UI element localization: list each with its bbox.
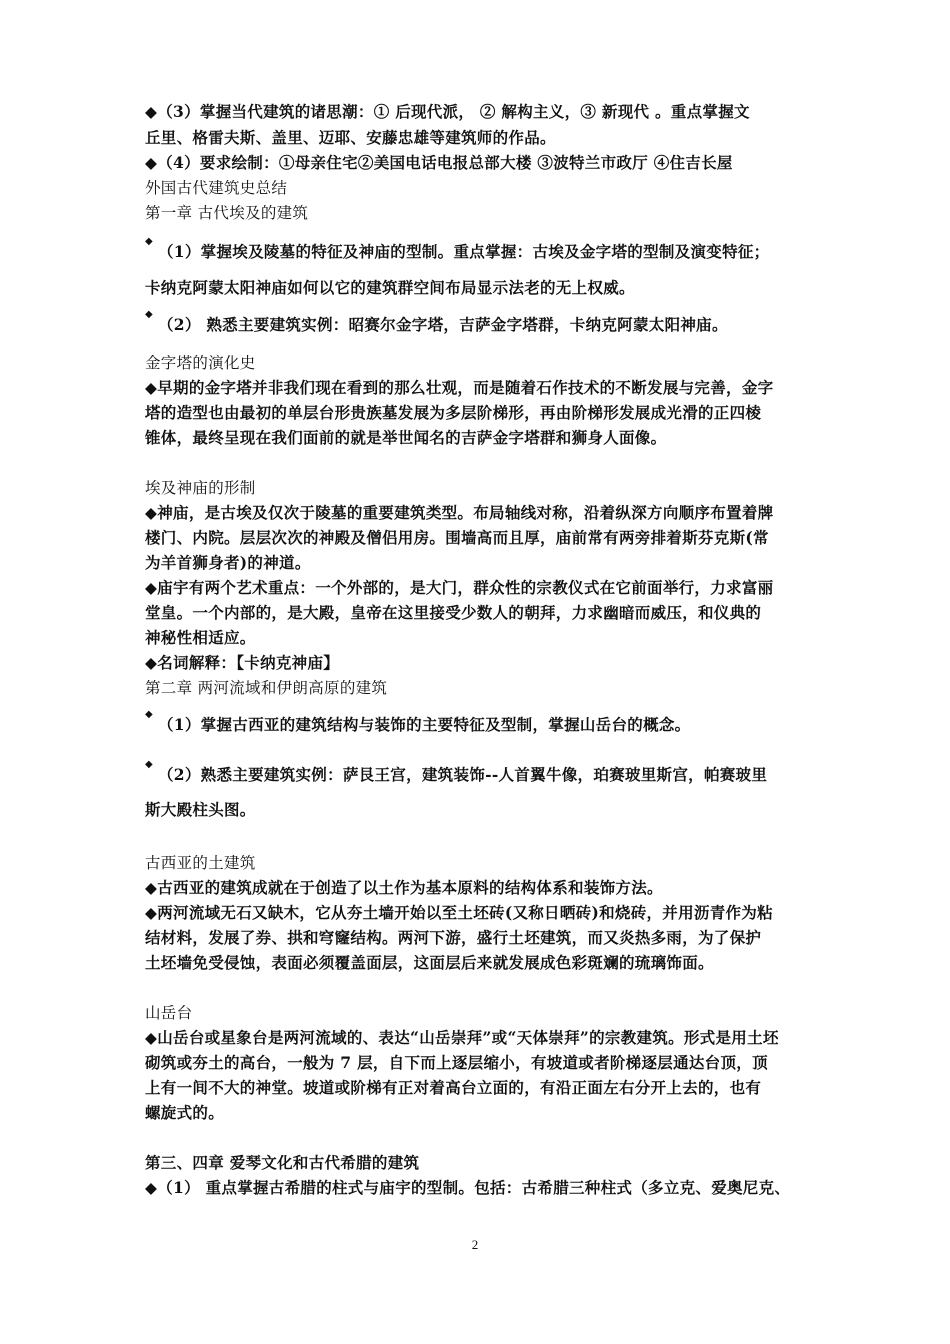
text-line: ◆山岳台或星象台是两河流域的、表达“山岳崇拜”或“天体崇拜”的宗教建筑。形式是用土坯: [145, 1028, 779, 1047]
text-line: ◆（4）要求绘制：①母亲住宅②美国电话电报总部大楼 ③波特兰市政厅 ④住吉长屋: [145, 153, 733, 172]
text-line: （2） 熟悉主要建筑实例：昭赛尔金字塔，吉萨金字塔群，卡纳克阿蒙太阳神庙。: [158, 315, 728, 334]
text-line: ◆神庙，是古埃及仅次于陵墓的重要建筑类型。布局轴线对称，沿着纵深方向顺序布置着牌: [145, 503, 774, 522]
text-line: 螺旋式的。: [145, 1103, 225, 1122]
text-line: 斯大殿柱头图。: [145, 800, 256, 819]
text-line: ◆早期的金字塔并非我们现在看到的那么壮观，而是随着石作技术的不断发展与完善，金字: [145, 378, 774, 397]
text-line: 神秘性相适应。: [145, 628, 256, 647]
text-line: ◆古西亚的建筑成就在于创造了以土作为基本原料的结构体系和装饰方法。: [145, 878, 663, 897]
text-line: （2）熟悉主要建筑实例：萨艮王宫，建筑装饰--人首翼牛像，珀赛玻里斯宫，帕赛玻里: [158, 765, 768, 784]
text-line: 卡纳克阿蒙太阳神庙如何以它的建筑群空间布局显示法老的无上权威。: [145, 278, 635, 297]
text-line: 楼门、内院。层层次次的神殿及僧侣用房。围墙高而且厚，庙前常有两旁排着斯芬克斯(常: [145, 528, 769, 547]
text-line: ◆庙宇有两个艺术重点：一个外部的，是大门，群众性的宗教仪式在它前面举行，力求富丽: [145, 578, 774, 597]
chapter-title: 第三、四章 爱琴文化和古代希腊的建筑: [145, 1153, 420, 1172]
text-line: ◆（3）掌握当代建筑的诸思潮：① 后现代派， ② 解构主义，③ 新现代 。重点掌握文: [145, 102, 750, 121]
text-line: 丘里、格雷夫斯、盖里、迈耶、安藤忠雄等建筑师的作品。: [145, 128, 556, 147]
section-title: 古西亚的土建筑: [145, 854, 256, 872]
text-line: 堂皇。一个内部的，是大殿，皇帝在这里接受少数人的朝拜，力求幽暗而威压，和仪典的: [145, 603, 762, 622]
bullet-diamond-icon: ◆: [145, 236, 153, 247]
chapter-title: 第二章 两河流域和伊朗高原的建筑: [145, 679, 388, 697]
section-title: 埃及神庙的形制: [145, 479, 256, 497]
page-number: 2: [471, 1237, 479, 1252]
text-line: （1）掌握埃及陵墓的特征及神庙的型制。重点掌握：古埃及金字塔的型制及演变特征；: [158, 242, 770, 261]
bullet-diamond-icon: ◆: [145, 309, 153, 320]
text-line: 上有一间不大的神堂。坡道或阶梯有正对着高台立面的，有沿正面左右分开上去的，也有: [145, 1078, 762, 1097]
section-title: 山岳台: [145, 1004, 193, 1022]
text-line: 锥体，最终呈现在我们面前的就是举世闻名的吉萨金字塔群和狮身人面像。: [145, 428, 667, 447]
text-line: 为羊首狮身者)的神道。: [145, 553, 311, 572]
text-line: ◆名词解释：【卡纳克神庙】: [145, 653, 340, 672]
section-title: 外国古代建筑史总结: [145, 179, 288, 197]
text-line: 土坯墙免受侵蚀，表面必须覆盖面层，这面层后来就发展成色彩斑斓的琉璃饰面。: [145, 953, 714, 972]
text-line: ◆（1） 重点掌握古希腊的柱式与庙宇的型制。包括：古希腊三种柱式（多立克、爱奥尼克、: [145, 1178, 791, 1197]
text-line: 结材料，发展了券、拱和穹窿结构。两河下游，盛行土坯建筑，而又炎热多雨，为了保护: [145, 928, 762, 947]
text-line: 砌筑或夯土的高台，一般为 7 层，自下而上逐层缩小，有坡道或者阶梯逐层通达台顶，顶: [145, 1053, 768, 1072]
text-line: ◆两河流域无石又缺木，它从夯土墙开始以至土坯砖(又称日晒砖)和烧砖，并用沥青作为粘: [145, 903, 773, 922]
text-line: 塔的造型也由最初的单层台形贵族墓发展为多层阶梯形，再由阶梯形发展成光滑的正四棱: [145, 403, 762, 422]
section-title: 金字塔的演化史: [145, 354, 256, 372]
text-line: （1）掌握古西亚的建筑结构与装饰的主要特征及型制，掌握山岳台的概念。: [158, 715, 691, 734]
bullet-diamond-icon: ◆: [145, 759, 153, 770]
chapter-title: 第一章 古代埃及的建筑: [145, 204, 309, 222]
bullet-diamond-icon: ◆: [145, 709, 153, 720]
